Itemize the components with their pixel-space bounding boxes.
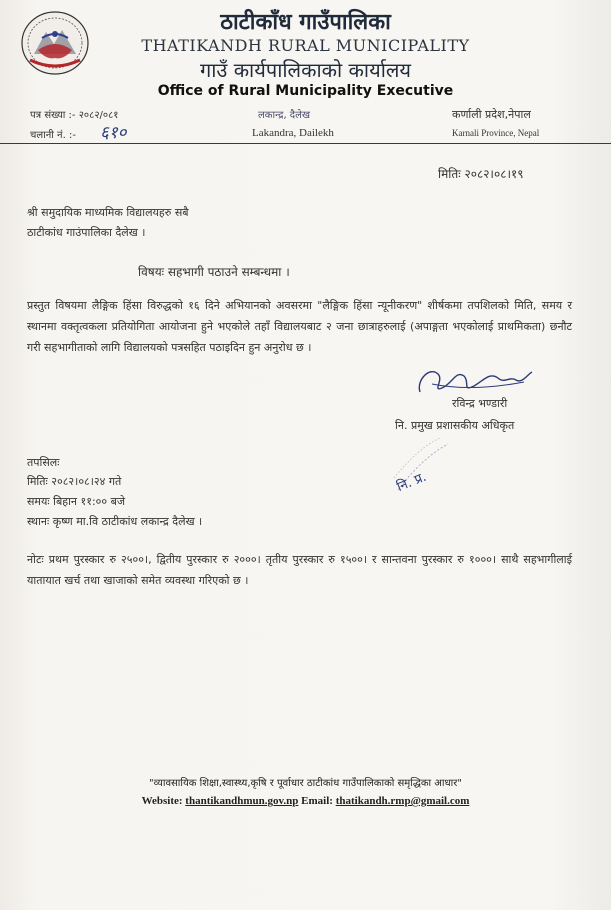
details-heading: तपसिलः	[27, 456, 60, 469]
handwritten-signature	[412, 362, 537, 400]
recipient-line-1: श्री समुदायिक माध्यमिक विद्यालयहरु सबै	[27, 206, 189, 219]
reference-number: पत्र संख्या :- २०८२/०८१	[30, 110, 119, 121]
province-en: Karnali Province, Nepal	[452, 128, 540, 138]
event-time: समयः बिहान ११:०० बजे	[27, 495, 126, 508]
signatory-designation: नि. प्रमुख प्रशासकीय अधिकृत	[395, 419, 515, 432]
letter-date: मितिः २०८२।०८।१९	[438, 167, 524, 181]
province-np: कर्णाली प्रदेश,नेपाल	[452, 108, 531, 121]
event-date: मितिः २०८२।०८।२४ गते	[27, 475, 122, 488]
email-label: Email:	[301, 795, 333, 807]
footer-contact	[0, 795, 611, 807]
event-place: स्थानः कृष्ण मा.वि ठाटीकांध लकान्द्र दैलेख ।	[27, 515, 203, 528]
letter-subject: विषयः सहभागी पठाउने सम्बन्धमा ।	[138, 265, 290, 279]
signatory-name: रविन्द्र भण्डारी	[452, 397, 508, 410]
office-name-np: गाउँ कार्यपालिकाको कार्यालय	[199, 58, 412, 82]
municipality-name-en: THATIKANDH RURAL MUNICIPALITY	[141, 36, 470, 55]
recipient-line-2: ठाटीकांध गाउंपालिका दैलेख ।	[27, 226, 146, 239]
location-np: लकान्द्र, दैलेख	[258, 110, 311, 121]
email-link[interactable]: thatikandh.rmp@gmail.com	[335, 795, 470, 807]
handwritten-initials: नि. प्र.	[394, 469, 429, 496]
website-label: Website:	[141, 795, 183, 807]
letter-body: प्रस्तुत विषयमा लैङ्गिक हिंसा विरुद्धको १६ दिने अभियानको अवसरमा "लैङ्गिक हिंसा न्यूनीकरण" शीर्षकमा तपशिलको मिति, समय र स्थानमा वक्तृत्वकला प्रतियोगिता आयोजना हुने भएकोले तहाँ विद्यालयबाट २ जना छात्राहरुलाई (अपाङ्गता भएकोलाई प्राथमिकता) छनौट गरी सहभागीताको लागि विद्यालयको पत्रसहित पठाइदिन हुन अनुरोध छ ।	[27, 299, 572, 354]
office-name-en: Office of Rural Municipality Executive	[157, 83, 454, 99]
municipality-name-np: ठाटीकाँध गाउँपालिका	[220, 10, 391, 35]
prize-note: नोटः प्रथम पुरस्कार रु २५००।, द्वितीय पुरस्कार रु २०००। तृतीय पुरस्कार रु १५००। र सान्तवना पुरस्कार रु १०००। साथै सहभागीलाई यातायात खर्च तथा खाजाको समेत व्यवस्था गरिएको छ ।	[27, 553, 572, 587]
website-link[interactable]: thantikandhmun.gov.np	[185, 795, 299, 807]
location-en: Lakandra, Dailekh	[252, 127, 334, 139]
footer-slogan: "व्यावसायिक शिक्षा,स्वास्थ्य,कृषि र पूर्वाधार ठाटीकांध गाउँपालिकाको समृद्धिका आधार"	[149, 778, 462, 789]
dispatch-number-label: चलानी नं. :-	[30, 130, 76, 141]
dispatch-number-value: ६१०	[100, 123, 127, 143]
header-divider	[0, 143, 611, 144]
